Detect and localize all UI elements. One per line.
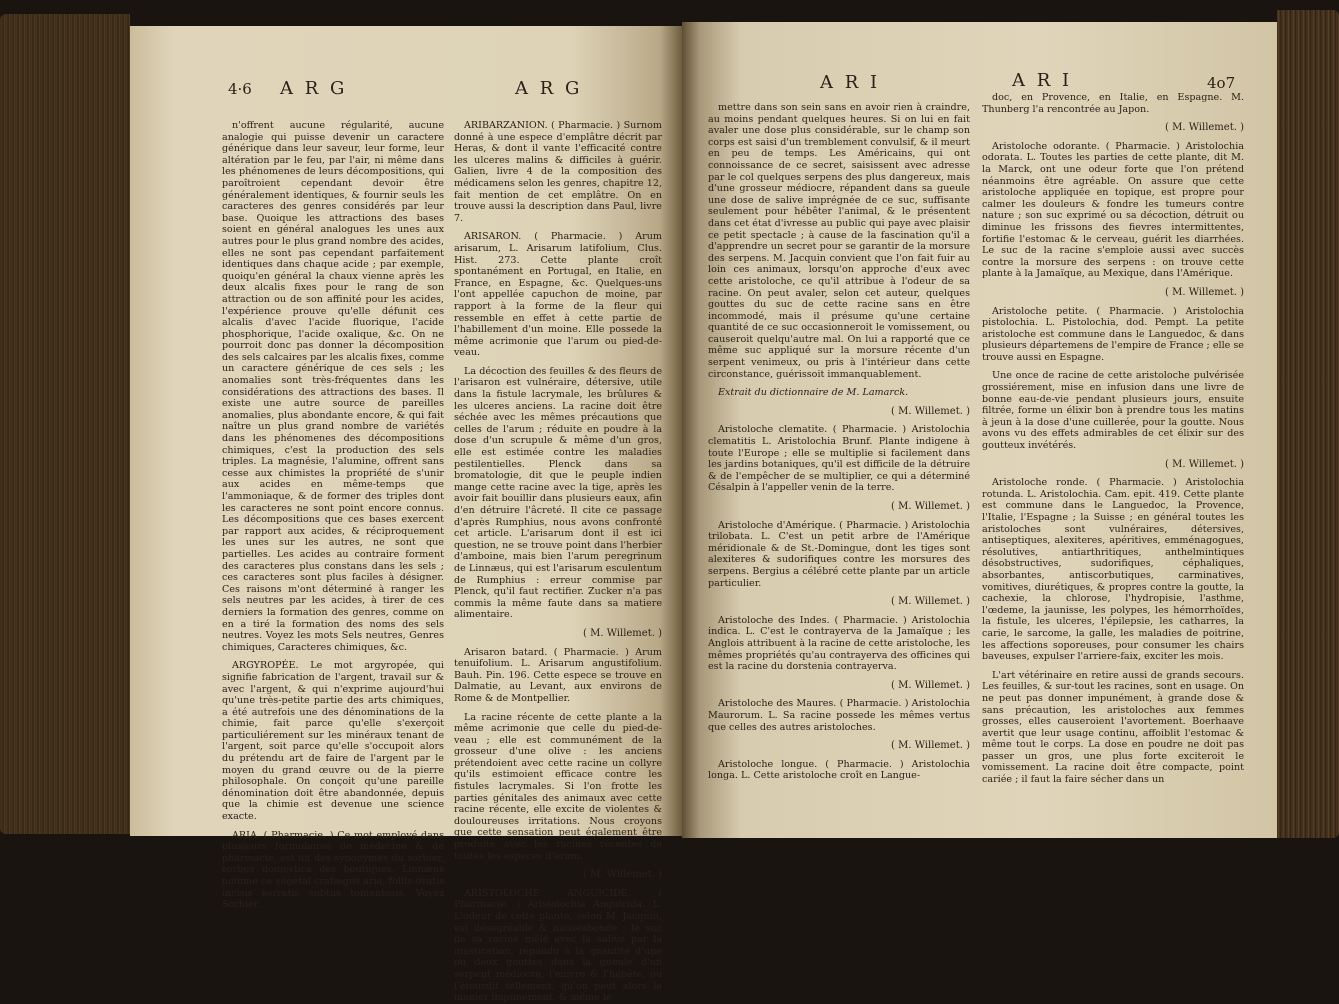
running-head-left-2: A R G xyxy=(515,78,583,99)
page-number-left: 4·6 xyxy=(228,80,252,98)
signature: ( M. Willemet. ) xyxy=(891,679,970,691)
entry-paragraph: mettre dans son sein sans en avoir rien à craindre, au moins pendant quelques heures. Si on lui en fait avaler une dose plus considérable, sur le champ son corps est saisi d'un tremblement convulsif, & il meurt en peu de temps. Les Américains, qui ont connoissance de ce secret, saisissent avec adresse par le col quelques serpens des plus dangereux, mais d'une grosseur médiocre, répandent dans sa gueule une dose de salive imprégnée de ce suc, suffisante seulement pour hébêter l'animal, & le présentent dans cet état d'ivresse au public qui paye avec plaisir ce petit spectacle ; à cause de la fascination qu'il a d'apprendre un secret pour se garantir de la morsure des serpens. M. Jacquin convient que l'on fait fuir au loin ces animaux, lorsqu'on approche d'eux avec cette aristoloche, ce qu'il attribue à l'odeur de sa racine. On peut avaler, selon cet auteur, quelques gouttes du suc de cette racine sans en être incommodé, mais il présume qu'une certaine quantité de ce suc occasionneroit le vomissement, ou causeroit quelqu'autre mal. On lui a rapporté que ce même suc appliqué sur la morsure récente d'un serpent venimeux, ou pris à l'intérieur dans cette circonstance, guérissoit immanquablement. xyxy=(708,102,970,380)
page-edges-left xyxy=(0,14,130,834)
signature: ( M. Willemet. ) xyxy=(891,501,970,512)
signature: ( M. Willemet. ) xyxy=(1165,286,1244,298)
signature: ( M. Willemet. ) xyxy=(1165,458,1244,470)
entry-paragraph: Aristoloche d'Amérique. ( Pharmacie. ) Aristolochia trilobata. L. C'est un petit arbre de l'Amérique méridionale & de St.-Domingue, dont les tiges sont alexiteres & sudorifiques contre les morsures des serpens. Bergius a célébré cette plante par un article particulier. xyxy=(708,519,970,589)
source-note: Extrait du dictionnaire de M. Lamarck. xyxy=(718,387,909,399)
signature: ( M. Willemet. ) xyxy=(583,627,662,639)
entry-paragraph: ARGYROPÉE. Le mot argyropée, qui signifie fabrication de l'argent, travail sur & avec l'argent, & qui n'exprime aujourd'hui qu'une très-petite partie des arts chimiques, a été autrefois une des dénominations de la chimie, fait parce qu'elle s'exerçoit particuliérement sur les minéraux tenant de l'argent, soit parce qu'elle s'occupoit alors du prétendu art de faire de l'argent par le moyen du grand œuvre ou de la pierre philosophale. On conçoit qu'une pareille dénomination doit être abandonnée, depuis que la chimie est devenue une science exacte. xyxy=(222,660,444,823)
entry-paragraph: Aristoloche clematite. ( Pharmacie. ) Aristolochia clematitis L. Aristolochia Brunf. Plante indigene à toute l'Europe ; elle se multiplie si facilement dans les jardins botaniques, qu'il est difficile de la détruire & de l'empêcher de se multiplier, ce qui a déterminé Césalpin à l'appeller venin de la terre. xyxy=(708,424,970,494)
left-page xyxy=(130,26,682,1004)
entry-paragraph: Aristoloche des Indes. ( Pharmacie. ) Aristolochia indica. L. C'est le contrayerva de la Jamaïque ; les Anglois attribuent à la racine de cette aristoloche, les mêmes propriétés qu'au contrayerva des officines qui est la racine du dorstenia contrayerva. xyxy=(708,614,970,673)
running-head-left-1: A R G xyxy=(280,78,348,99)
entry-paragraph: Aristoloche petite. ( Pharmacie. ) Aristolochia pistolochia. L. Pistolochia, dod. Pempt. La petite aristoloche est commune dans le Languedoc, & dans plusieurs départemens de l'empire de France ; elle se trouve aussi en Espagne. xyxy=(982,305,1244,363)
entry-paragraph: L'art vétérinaire en retire aussi de grands secours. Les feuilles, & sur-tout les racines, sont en usage. On ne peut pas donner impunément, à grande dose & sans précaution, les aristoloches aux femmes grosses, elles causeroient l'avortement. Boerhaave avertit que leur usage continu, affoiblit l'estomac & même tout le corps. La dose en poudre ne doit pas passer un gros, une plus forte exciteroit le vomissement. La racine doit être compacte, point cariée ; il faut la faire sécher dans un xyxy=(982,669,1244,786)
signature: ( M. Willemet. ) xyxy=(891,405,970,417)
entry-paragraph: ARIA. ( Pharmacie. ) Ce mot employé dans plusieurs formulaires de médecine & de pharmacie, est un des synonymes du sorbier, sorbus domestica des boutiques. Linnæus nomme ce végétal cratægus aria, foliis ovatis incisis serratis subtus tomentosis. Voyez Sorbier. xyxy=(222,829,444,911)
page-edges-right xyxy=(1277,10,1339,838)
entry-paragraph: Aristoloche longue. ( Pharmacie. ) Aristolochia longa. L. Cette aristoloche croît en Langue- xyxy=(708,758,970,782)
signature: ( M. Willemet. ) xyxy=(1165,122,1244,134)
entry-paragraph: Aristoloche ronde. ( Pharmacie. ) Aristolochia rotunda. L. Aristolochia. Cam. epit. 419. Cette plante est commune dans le Languedoc, la Provence, l'Italie, l'Espagne ; la Suisse ; en général toutes les aristoloches sont vulnéraires, détersives, antiseptiques, alexiteres, apéritives, emménagogues, résolutives, antiarthritiques, anthelmintiques désobstructives, sudorifiques, céphaliques, absorbantes, antiscorbutiques, carminatives, vomitives, diurétiques, & propres contre la goutte, la cachexie, la chlorose, l'hydropisie, l'asthme, l'œdeme, la jaunisse, les polypes, les hémorrhoïdes, la fistule, les ulceres, l'épilepsie, les catharres, la carie, le sarcome, la galle, les maladies de poitrine, les affections soporeuses, pour consumer les chairs baveuses, expulser l'arriere-faix, exciter les mois. xyxy=(982,477,1244,663)
entry-paragraph: La décoction des feuilles & des fleurs de l'arisaron est vulnéraire, détersive, utile dans la fistule lacrymale, les brûlures & les ulceres anciens. La racine doit être séchée avec les mêmes précautions que celles de l'arum ; réduite en poudre à la dose d'un scrupule & même d'un gros, elle est estimée contre les maladies pestilentielles. Plenck dans sa bromatologie, dit que le peuple indien mange cette racine avec la tige, après les avoir fait bouillir dans plusieurs eaux, afin d'en détruire l'âcreté. Il cite ce passage d'après Rumphius, nous avons confronté cet article. L'arisarum dont il est ici question, ne se trouve point dans l'herbier d'amboine, mais bien l'arum peregrinum de Linnæus, qui est l'arisarum esculentum de Rumphius : erreur commise par Plenck, qu'il faut rectifier. Zucker n'a pas commis la même faute dans sa matiere alimentaire. xyxy=(454,365,662,621)
entry-paragraph: Arisaron batard. ( Pharmacie. ) Arum tenuifolium. L. Arisarum angustifolium. Bauh. Pin. 196. Cette espece se trouve en Dalmatie, au Levant, aux environs de Rome & de Montpellier. xyxy=(454,646,662,704)
left-page-column-2 xyxy=(454,120,662,1004)
right-page-column-1 xyxy=(708,102,970,822)
entry-paragraph: n'offrent aucune régularité, aucune analogie qui puisse devenir un caractere générique dans leur saveur, leur forme, leur altération par le feu, par l'air, ni même dans les phénomenes de leurs décompositions, qui paroîtroient cependant devoir être généralement identiques, & fournir seuls les caracteres des genres considérés par leur base. Quoique les attractions des bases soient en général analogues les unes aux autres pour le plus grand nombre des acides, elles ne sont pas cependant parfaitement identiques dans chaque acide ; par exemple, quoiqu'en général la chaux vienne après les deux alcalis fixes pour le rang de son attraction ou de son affinité pour les acides, l'expérience prouve qu'elle défunit ces alcalis d'avec l'acide fluorique, l'acide phosphorique, l'acide oxalique, &c. On ne pourroit donc pas donner la décomposition des sels calcaires par les alcalis fixes, comme un caractere générique de ces sels ; les anomalies sont très-fréquentes dans les considérations des attractions des bases. Il existe une autre source de pareilles anomalies, plus abondante encore, & qui fait naître un plus grand nombre de variétés dans les phénomenes des décompositions chimiques, c'est la production des sels triples. La magnésie, l'alumine, offrent sans cesse aux chimistes la propriété de s'unir aux acides en même-temps que l'ammoniaque, & de former des triples dont les caracteres ne sont point encore connus. Les décompositions que ces bases exercent par rapport aux acides, & réciproquement les unes sur les autres, ne sont que partielles. Les acides au contraire forment des caracteres plus constans dans les sels ; ces caracteres sont plus faciles à désigner. Ces raisons m'ont déterminé à ranger les sels neutres par les acides, à tirer de ces derniers la formation des genres, comme on en a tiré la formation des noms des sels neutres. Voyez les mots Sels neutres, Genres chimiques, Caracteres chimiques, &c. xyxy=(222,120,444,653)
entry-paragraph: ARISARON. ( Pharmacie. ) Arum arisarum, L. Arisarum latifolium, Clus. Hist. 273. Cette plante croît spontanément en Portugal, en Italie, en France, en Espagne, &c. Quelques-uns l'ont appellée capuchon de moine, par rapport à la forme de la fleur qui ressemble en effet à cette partie de l'habillement d'un moine. Elle possede la même acrimonie que l'arum ou pied-de-veau. xyxy=(454,231,662,359)
right-page xyxy=(682,22,1277,838)
signature: ( M. Willemet. ) xyxy=(891,740,970,752)
running-head-right-1: A R I xyxy=(820,72,881,93)
signature: ( M. Willemet. ) xyxy=(583,869,662,881)
entry-paragraph: doc, en Provence, en Italie, en Espagne. M. Thunberg l'a rencontrée au Japon. xyxy=(982,92,1244,115)
page-number-right: 4o7 xyxy=(1207,74,1236,92)
entry-paragraph: ARISTOLOCHE ANGUICIDE. ( Pharmacie. ) Aristolochia Anguicida. L. L'odeur de cette plante, selon M. Jacquin, est désagréable & nauséabonde ; le suc de sa racine mêlé avec la salive par la mastication, répandu à la quantité d'une ou deux gouttes dans la gueule d'un serpent médiocre, l'enivre & l'hébête, ou l'étourdit tellement, qu'on peut alors le manier impunément, & même le xyxy=(454,887,662,1004)
right-page-column-2 xyxy=(982,92,1244,822)
entry-paragraph: ARIBARZANION. ( Pharmacie. ) Surnom donné à une espece d'emplâtre décrit par Heras, & dont il vante l'efficacité contre les ulceres malins & difficiles à guérir. Galien, livre 4 de la composition des médicamens selon les genres, chapitre 12, fait mention de cet emplâtre. On en trouve aussi la description dans Paul, livre 7. xyxy=(454,120,662,224)
entry-paragraph: Une once de racine de cette aristoloche pulvérisée grossiérement, mise en infusion dans une livre de bonne eau-de-vie pendant plusieurs jours, ensuite filtrée, forme un élixir bon à prendre tous les matins à jeun à la dose d'une cuillerée, pour la goutte. Nous avons vu des effets admirables de cet élixir sur des goutteux invétérés. xyxy=(982,370,1244,452)
entry-paragraph: Aristoloche odorante. ( Pharmacie. ) Aristolochia odorata. L. Toutes les parties de cette plante, dit M. la Marck, ont une odeur forte que l'on prétend néanmoins être agréable. On assure que cette aristoloche appliquée en topique, est propre pour calmer les douleurs & fondre les tumeurs contre nature ; son suc exprimé ou sa décoction, détruit ou diminue les frissons des fievres intermittentes, fortifie l'estomac & le cerveau, guérit les diarrhées. Le suc de la racine s'emploie aussi avec succès contre la morsure des serpens : on trouve cette plante à la Jamaïque, au Mexique, dans l'Amérique. xyxy=(982,140,1244,280)
left-page-column-1 xyxy=(222,120,444,911)
signature: ( M. Willemet. ) xyxy=(891,596,970,608)
entry-paragraph: La racine récente de cette plante a la même acrimonie que celle du pied-de-veau ; elle est communément de la grosseur d'une olive : les anciens prétendoient avec cette racine un collyre qu'ils estimoient efficace contre les fistules lacrymales. Si l'on frotte les parties génitales des animaux avec cette racine récente, elle excite de violentes & douloureuses irritations. Nous croyons que cette sensation peut également être produite avec les racines récentes de toutes les especes d'arum. xyxy=(454,711,662,862)
running-head-right-2: A R I xyxy=(1012,70,1073,91)
entry-paragraph: Aristoloche des Maures. ( Pharmacie. ) Aristolochia Maurorum. L. Sa racine possede les mêmes vertus que celles des autres aristoloches. xyxy=(708,698,970,733)
